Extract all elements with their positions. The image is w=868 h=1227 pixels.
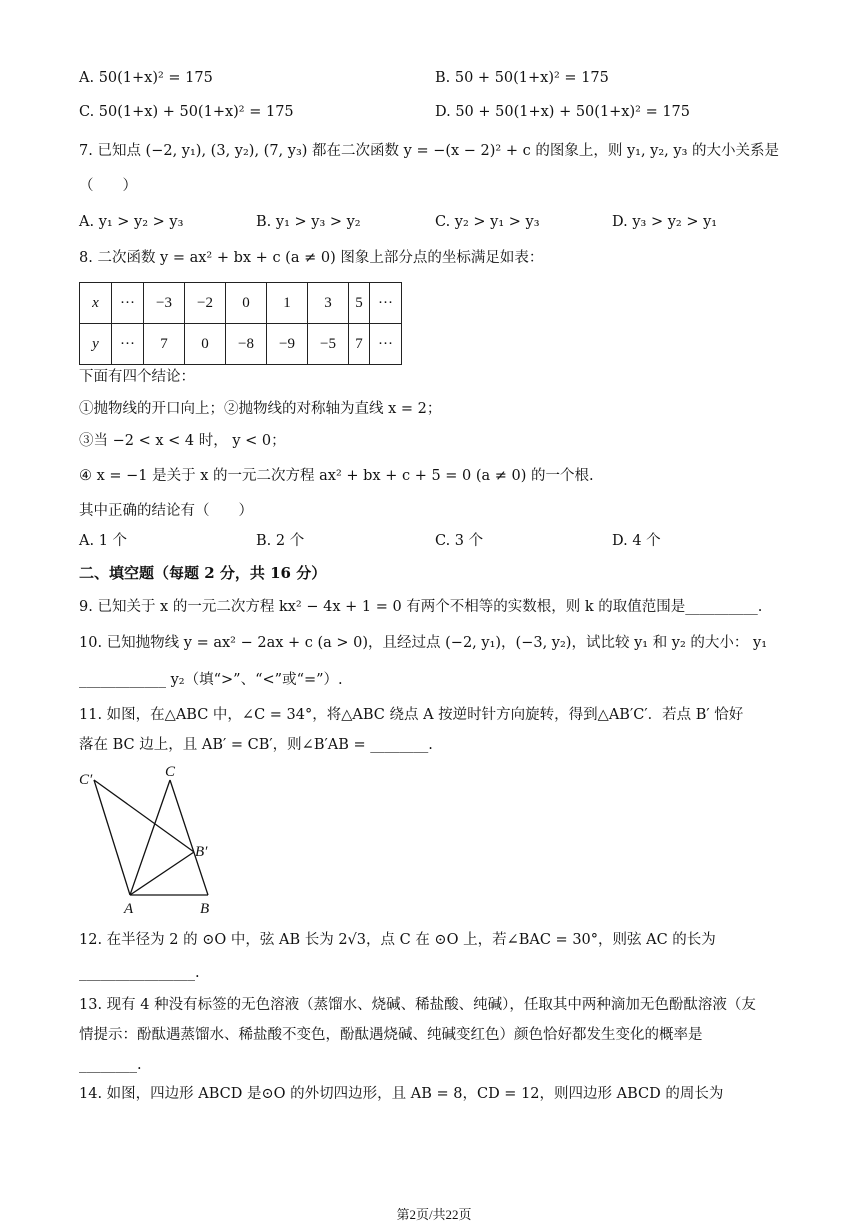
q7-stem: 7. 已知点 (−2, y₁), (3, y₂), (7, y₃) 都在二次函数 y = −(x − 2)² + c 的图象上，则 y₁, y₂, y₃ 的大小关系是	[79, 143, 780, 159]
q7-option-d: D. y₃ > y₂ > y₁	[612, 214, 718, 230]
q8-conclusion-4: ④ x = −1 是关于 x 的一元二次方程 ax² + bx + c + 5 = 0 (a ≠ 0) 的一个根.	[79, 468, 594, 484]
q6-option-d: D. 50 + 50(1+x) + 50(1+x)² = 175	[435, 104, 691, 120]
segment-c-prime-b-prime	[94, 780, 194, 852]
label-b: B	[200, 901, 210, 917]
q6-option-c: C. 50(1+x) + 50(1+x)² = 175	[79, 104, 294, 120]
table-cell: 0	[226, 283, 267, 324]
label-c: C	[165, 764, 176, 780]
table-cell: ···	[112, 324, 144, 365]
table-row-x	[80, 283, 402, 324]
table-cell: −8	[226, 324, 267, 365]
q12-line-2: ________________.	[79, 965, 200, 981]
q13-line-1: 13. 现有 4 种没有标签的无色溶液（蒸馏水、烧碱、稀盐酸、纯碱），任取其中两种滴加无色酚酞溶液（友	[79, 997, 756, 1013]
table-cell: 3	[308, 283, 349, 324]
section-title: 二、填空题（每题 2 分，共 16 分）	[79, 564, 327, 582]
q8-option-b: B. 2 个	[256, 533, 305, 549]
table-cell: 1	[267, 283, 308, 324]
q10-line-2: ____________ y₂（填“>”、“<”或“=”）.	[79, 672, 343, 688]
q8-question: 其中正确的结论有（ ）	[79, 503, 253, 519]
segment-ac	[130, 780, 170, 895]
table-cell: 7	[349, 324, 370, 365]
q8-conclusion-1-2: ①抛物线的开口向上；②抛物线的对称轴为直线 x = 2；	[79, 401, 442, 417]
table-cell: 5	[349, 283, 370, 324]
segment-cb	[170, 780, 208, 895]
page-footer: 第2页/共22页	[396, 1207, 472, 1222]
table-cell: −3	[144, 283, 185, 324]
q8-option-a: A. 1 个	[79, 533, 128, 549]
table-cell: y	[80, 324, 112, 365]
q11-figure	[70, 760, 230, 920]
q12-line-1: 12. 在半径为 2 的 ⊙O 中，弦 AB 长为 2√3，点 C 在 ⊙O 上，若∠BAC = 30°，则弦 AC 的长为	[79, 932, 716, 948]
table-cell: −5	[308, 324, 349, 365]
q8-stem: 8. 二次函数 y = ax² + bx + c (a ≠ 0) 图象上部分点的坐标满足如表：	[79, 250, 544, 266]
table-cell: ···	[112, 283, 144, 324]
q6-option-a: A. 50(1+x)² = 175	[79, 70, 213, 86]
table-cell: −9	[267, 324, 308, 365]
q9-text: 9. 已知关于 x 的一元二次方程 kx² − 4x + 1 = 0 有两个不相等的实数根，则 k 的取值范围是__________.	[79, 599, 763, 615]
q13-line-2: 情提示：酚酞遇蒸馏水、稀盐酸不变色，酚酞遇烧碱、纯碱变红色）颜色恰好都发生变化的概率是	[79, 1027, 703, 1043]
table-cell: −2	[185, 283, 226, 324]
table-row-y	[80, 324, 402, 365]
q8-intro: 下面有四个结论：	[79, 369, 195, 385]
table-cell: 7	[144, 324, 185, 365]
q6-option-b: B. 50 + 50(1+x)² = 175	[435, 70, 609, 86]
q7-option-a: A. y₁ > y₂ > y₃	[79, 214, 184, 230]
q8-value-table	[79, 282, 402, 365]
table-cell: x	[80, 283, 112, 324]
q11-line-1: 11. 如图，在△ABC 中，∠C = 34°，将△ABC 绕点 A 按逆时针方向旋转，得到△AB′C′．若点 B′ 恰好	[79, 707, 744, 723]
q10-line-1: 10. 已知抛物线 y = ax² − 2ax + c (a > 0)，且经过点 (−2, y₁)，(−3, y₂)，试比较 y₁ 和 y₂ 的大小： y₁	[79, 635, 768, 651]
label-a: A	[124, 901, 134, 917]
table-cell: ···	[370, 283, 402, 324]
table-cell: 0	[185, 324, 226, 365]
q11-line-2: 落在 BC 边上，且 AB′ = CB′，则∠B′AB = ________.	[79, 737, 433, 753]
q14-text: 14. 如图，四边形 ABCD 是⊙O 的外切四边形，且 AB = 8，CD = 12，则四边形 ABCD 的周长为	[79, 1086, 724, 1102]
label-c-prime: C′	[79, 772, 93, 788]
segment-ac-prime	[94, 780, 130, 895]
table-cell: ···	[370, 324, 402, 365]
q8-option-c: C. 3 个	[435, 533, 484, 549]
q7-option-b: B. y₁ > y₃ > y₂	[256, 214, 361, 230]
q8-conclusion-3: ③当 −2 < x < 4 时， y < 0；	[79, 433, 286, 449]
q8-option-d: D. 4 个	[612, 533, 661, 549]
q7-paren: （ ）	[79, 178, 137, 194]
q13-line-3: ________.	[79, 1057, 142, 1073]
q7-option-c: C. y₂ > y₁ > y₃	[435, 214, 540, 230]
segment-a-b-prime	[130, 852, 194, 895]
label-b-prime: B′	[195, 844, 208, 860]
